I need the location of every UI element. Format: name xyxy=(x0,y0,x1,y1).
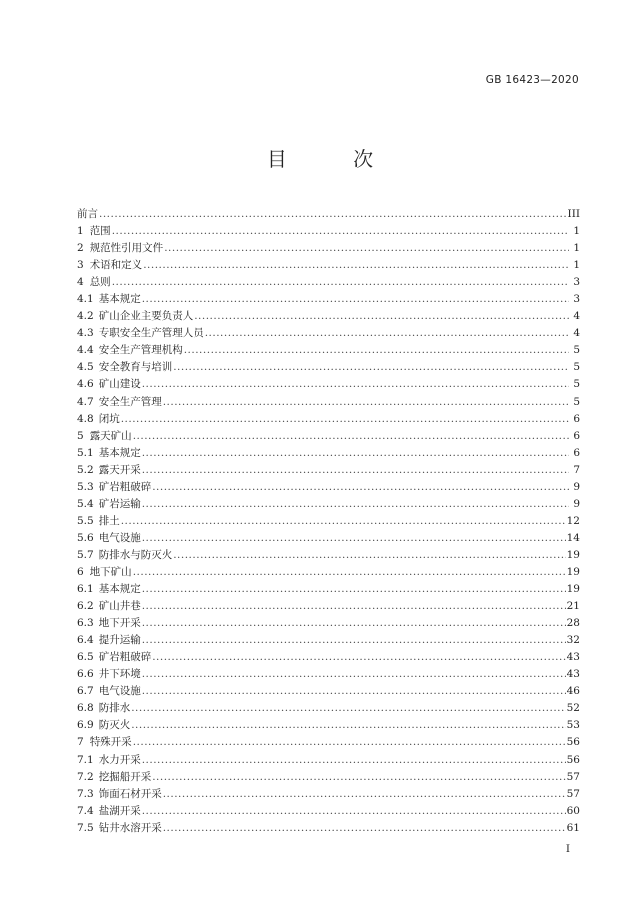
toc-entry[interactable] xyxy=(77,274,580,291)
toc-dot-leader xyxy=(164,240,569,257)
toc-entry-number: 4.3 xyxy=(77,327,94,340)
toc-entry[interactable] xyxy=(77,752,580,769)
toc-entry-number: 5 xyxy=(77,429,84,442)
toc-entry-title: 露天矿山 xyxy=(89,429,132,442)
toc-dot-leader xyxy=(133,428,569,445)
toc-dot-leader xyxy=(142,803,566,820)
toc-entry-number: 6.8 xyxy=(77,702,94,715)
toc-entry-title: 基本规定 xyxy=(98,583,141,596)
toc-entry[interactable] xyxy=(77,240,580,257)
toc-entry-page: 57 xyxy=(566,770,580,783)
toc-dot-leader xyxy=(142,376,569,393)
toc-dot-leader xyxy=(142,598,566,615)
toc-entry[interactable] xyxy=(77,325,580,342)
toc-entry[interactable] xyxy=(77,547,580,564)
toc-entry-title: 水力开采 xyxy=(98,753,141,766)
toc-entry-title: 安全教育与培训 xyxy=(98,361,173,374)
toc-dot-leader xyxy=(142,462,569,479)
toc-entry[interactable] xyxy=(77,376,580,393)
table-of-contents xyxy=(77,206,580,837)
toc-entry[interactable] xyxy=(77,513,580,530)
toc-dot-leader xyxy=(173,359,569,376)
toc-entry-page: III xyxy=(567,208,580,220)
toc-entry[interactable] xyxy=(77,666,580,683)
toc-entry-page: 6 xyxy=(573,429,580,442)
toc-dot-leader xyxy=(142,683,566,700)
toc-dot-leader xyxy=(142,632,566,649)
toc-dot-leader xyxy=(173,547,565,564)
toc-entry[interactable] xyxy=(77,786,580,803)
toc-entry-title: 饰面石材开采 xyxy=(98,787,162,800)
toc-entry-page: 5 xyxy=(573,395,580,408)
toc-entry-page: 1 xyxy=(573,242,580,255)
toc-entry[interactable] xyxy=(77,598,580,615)
toc-entry[interactable] xyxy=(77,223,580,240)
toc-entry-page: 19 xyxy=(566,548,580,561)
toc-entry-page: 56 xyxy=(566,753,580,766)
toc-entry-page: 43 xyxy=(566,668,580,681)
toc-dot-leader xyxy=(163,786,566,803)
toc-entry-number: 7.2 xyxy=(77,770,94,783)
toc-entry[interactable] xyxy=(77,769,580,786)
toc-entry-page: 60 xyxy=(566,804,580,817)
toc-entry-number: 3 xyxy=(77,259,84,272)
toc-entry-number: 4.6 xyxy=(77,378,94,391)
toc-entry-number: 6 xyxy=(77,565,84,578)
toc-entry-title: 矿山企业主要负责人 xyxy=(98,310,194,323)
toc-entry-page: 9 xyxy=(573,497,580,510)
toc-entry-title: 矿岩粗破碎 xyxy=(98,480,152,493)
toc-entry-number: 5.4 xyxy=(77,497,94,510)
toc-entry[interactable] xyxy=(77,291,580,308)
toc-entry[interactable] xyxy=(77,530,580,547)
toc-dot-leader xyxy=(121,513,566,530)
toc-entry[interactable] xyxy=(77,206,580,223)
toc-entry-title: 挖掘船开采 xyxy=(98,770,152,783)
toc-entry-title: 提升运输 xyxy=(98,634,141,647)
toc-entry-title: 特殊开采 xyxy=(89,736,132,749)
toc-dot-leader xyxy=(205,325,569,342)
toc-entry-number: 5.7 xyxy=(77,548,94,561)
toc-entry-page: 53 xyxy=(566,719,580,732)
toc-entry-title: 矿岩运输 xyxy=(98,497,141,510)
toc-entry[interactable] xyxy=(77,581,580,598)
toc-entry-title: 钻井水溶开采 xyxy=(98,821,162,834)
toc-entry[interactable] xyxy=(77,649,580,666)
toc-entry-page: 9 xyxy=(573,480,580,493)
toc-entry-number: 6.1 xyxy=(77,583,94,596)
toc-entry-title: 地下矿山 xyxy=(89,565,132,578)
page-title: 目 次 xyxy=(266,147,404,171)
toc-entry-number: 6.3 xyxy=(77,617,94,630)
toc-entry[interactable] xyxy=(77,734,580,751)
toc-entry[interactable] xyxy=(77,496,580,513)
toc-dot-leader xyxy=(163,394,569,411)
toc-entry-title: 排土 xyxy=(98,514,120,527)
toc-dot-leader xyxy=(133,734,566,751)
toc-entry-number: 4.2 xyxy=(77,310,94,323)
toc-entry-page: 52 xyxy=(566,702,580,715)
toc-entry-title: 矿山建设 xyxy=(98,378,141,391)
toc-entry-number: 7 xyxy=(77,736,84,749)
toc-entry-number: 6.5 xyxy=(77,651,94,664)
toc-entry-title: 地下开采 xyxy=(98,617,141,630)
toc-entry[interactable] xyxy=(77,820,580,837)
toc-entry-page: 32 xyxy=(566,634,580,647)
toc-entry-number: 7.5 xyxy=(77,821,94,834)
toc-entry-number: 6.4 xyxy=(77,634,94,647)
toc-dot-leader xyxy=(142,291,569,308)
toc-entry-number: 4.8 xyxy=(77,412,94,425)
toc-entry-number: 5.3 xyxy=(77,480,94,493)
toc-dot-leader xyxy=(133,564,566,581)
toc-entry-number: 4.4 xyxy=(77,344,94,357)
toc-dot-leader xyxy=(142,581,566,598)
toc-entry-page: 4 xyxy=(573,327,580,340)
toc-entry-page: 14 xyxy=(566,531,580,544)
toc-entry-number: 5.1 xyxy=(77,446,94,459)
toc-entry-page: 43 xyxy=(566,651,580,664)
toc-entry-title: 前言 xyxy=(77,208,98,220)
toc-entry-number: 1 xyxy=(77,225,84,238)
toc-entry[interactable] xyxy=(77,683,580,700)
toc-entry-title: 电气设施 xyxy=(98,531,141,544)
toc-entry-page: 5 xyxy=(573,344,580,357)
toc-dot-leader xyxy=(142,530,566,547)
standard-code: GB 16423—2020 xyxy=(485,74,579,86)
toc-entry[interactable] xyxy=(77,632,580,649)
toc-entry-title: 矿岩粗破碎 xyxy=(98,651,152,664)
toc-entry-page: 3 xyxy=(573,293,580,306)
toc-entry-page: 6 xyxy=(573,446,580,459)
toc-entry-page: 21 xyxy=(566,600,580,613)
toc-entry-title: 闭坑 xyxy=(98,412,120,425)
toc-entry-number: 6.2 xyxy=(77,600,94,613)
toc-entry-number: 5.2 xyxy=(77,463,94,476)
toc-entry-title: 基本规定 xyxy=(98,293,141,306)
toc-entry-title: 基本规定 xyxy=(98,446,141,459)
toc-entry[interactable] xyxy=(77,717,580,734)
toc-dot-leader xyxy=(112,223,569,240)
toc-entry[interactable] xyxy=(77,342,580,359)
toc-dot-leader xyxy=(163,820,566,837)
page-number: I xyxy=(565,843,570,855)
toc-entry[interactable] xyxy=(77,479,580,496)
toc-dot-leader xyxy=(152,769,565,786)
toc-entry[interactable] xyxy=(77,564,580,581)
toc-entry[interactable] xyxy=(77,445,580,462)
toc-entry-page: 12 xyxy=(566,514,580,527)
toc-entry-page: 46 xyxy=(566,685,580,698)
toc-entry-page: 6 xyxy=(573,412,580,425)
toc-dot-leader xyxy=(142,666,566,683)
toc-entry-title: 防排水 xyxy=(98,702,131,715)
toc-entry-page: 4 xyxy=(573,310,580,323)
toc-dot-leader xyxy=(142,615,566,632)
toc-entry-number: 6.7 xyxy=(77,685,94,698)
toc-dot-leader xyxy=(152,479,569,496)
toc-entry-page: 1 xyxy=(573,259,580,272)
toc-entry-page: 28 xyxy=(566,617,580,630)
toc-dot-leader xyxy=(143,257,569,274)
toc-entry-number: 2 xyxy=(77,242,84,255)
toc-entry-number: 4.5 xyxy=(77,361,94,374)
toc-dot-leader xyxy=(194,308,569,325)
toc-entry-title: 防灭火 xyxy=(98,719,131,732)
toc-entry-number: 6.9 xyxy=(77,719,94,732)
toc-dot-leader xyxy=(121,411,569,428)
toc-entry[interactable] xyxy=(77,394,580,411)
toc-entry-page: 5 xyxy=(573,378,580,391)
toc-entry-title: 安全生产管理 xyxy=(98,395,162,408)
toc-dot-leader xyxy=(131,717,565,734)
toc-dot-leader xyxy=(142,496,569,513)
toc-dot-leader xyxy=(99,206,567,223)
toc-entry[interactable] xyxy=(77,462,580,479)
toc-entry-page: 56 xyxy=(566,736,580,749)
toc-dot-leader xyxy=(152,649,565,666)
toc-entry-title: 安全生产管理机构 xyxy=(98,344,183,357)
toc-entry-title: 术语和定义 xyxy=(89,259,143,272)
toc-dot-leader xyxy=(142,445,569,462)
toc-entry-title: 防排水与防灭火 xyxy=(98,548,173,561)
toc-entry-title: 矿山井巷 xyxy=(98,600,141,613)
toc-entry-title: 盐湖开采 xyxy=(98,804,141,817)
toc-entry-page: 3 xyxy=(573,276,580,289)
toc-entry-number: 7.4 xyxy=(77,804,94,817)
toc-entry-page: 5 xyxy=(573,361,580,374)
toc-entry[interactable] xyxy=(77,411,580,428)
toc-entry-number: 4.1 xyxy=(77,293,94,306)
toc-entry-number: 5.6 xyxy=(77,531,94,544)
toc-entry-title: 总则 xyxy=(89,276,111,289)
toc-entry[interactable] xyxy=(77,428,580,445)
toc-entry[interactable] xyxy=(77,803,580,820)
toc-entry-number: 6.6 xyxy=(77,668,94,681)
toc-entry-page: 19 xyxy=(566,583,580,596)
toc-entry-page: 1 xyxy=(573,225,580,238)
toc-entry-page: 61 xyxy=(566,821,580,834)
toc-entry[interactable] xyxy=(77,615,580,632)
toc-entry-number: 4.7 xyxy=(77,395,94,408)
toc-entry-title: 露天开采 xyxy=(98,463,141,476)
toc-entry-number: 5.5 xyxy=(77,514,94,527)
toc-entry-title: 井下环境 xyxy=(98,668,141,681)
toc-entry[interactable] xyxy=(77,308,580,325)
toc-entry[interactable] xyxy=(77,700,580,717)
toc-dot-leader xyxy=(112,274,569,291)
toc-entry-number: 7.3 xyxy=(77,787,94,800)
toc-entry[interactable] xyxy=(77,257,580,274)
toc-entry-title: 规范性引用文件 xyxy=(89,242,164,255)
toc-entry-title: 范围 xyxy=(89,225,111,238)
toc-dot-leader xyxy=(184,342,569,359)
toc-entry-number: 7.1 xyxy=(77,753,94,766)
toc-entry[interactable] xyxy=(77,359,580,376)
toc-entry-page: 19 xyxy=(566,565,580,578)
toc-dot-leader xyxy=(142,752,566,769)
toc-entry-number: 4 xyxy=(77,276,84,289)
toc-dot-leader xyxy=(131,700,565,717)
toc-entry-page: 57 xyxy=(566,787,580,800)
toc-entry-title: 专职安全生产管理人员 xyxy=(98,327,204,340)
toc-entry-page: 7 xyxy=(573,463,580,476)
toc-entry-title: 电气设施 xyxy=(98,685,141,698)
